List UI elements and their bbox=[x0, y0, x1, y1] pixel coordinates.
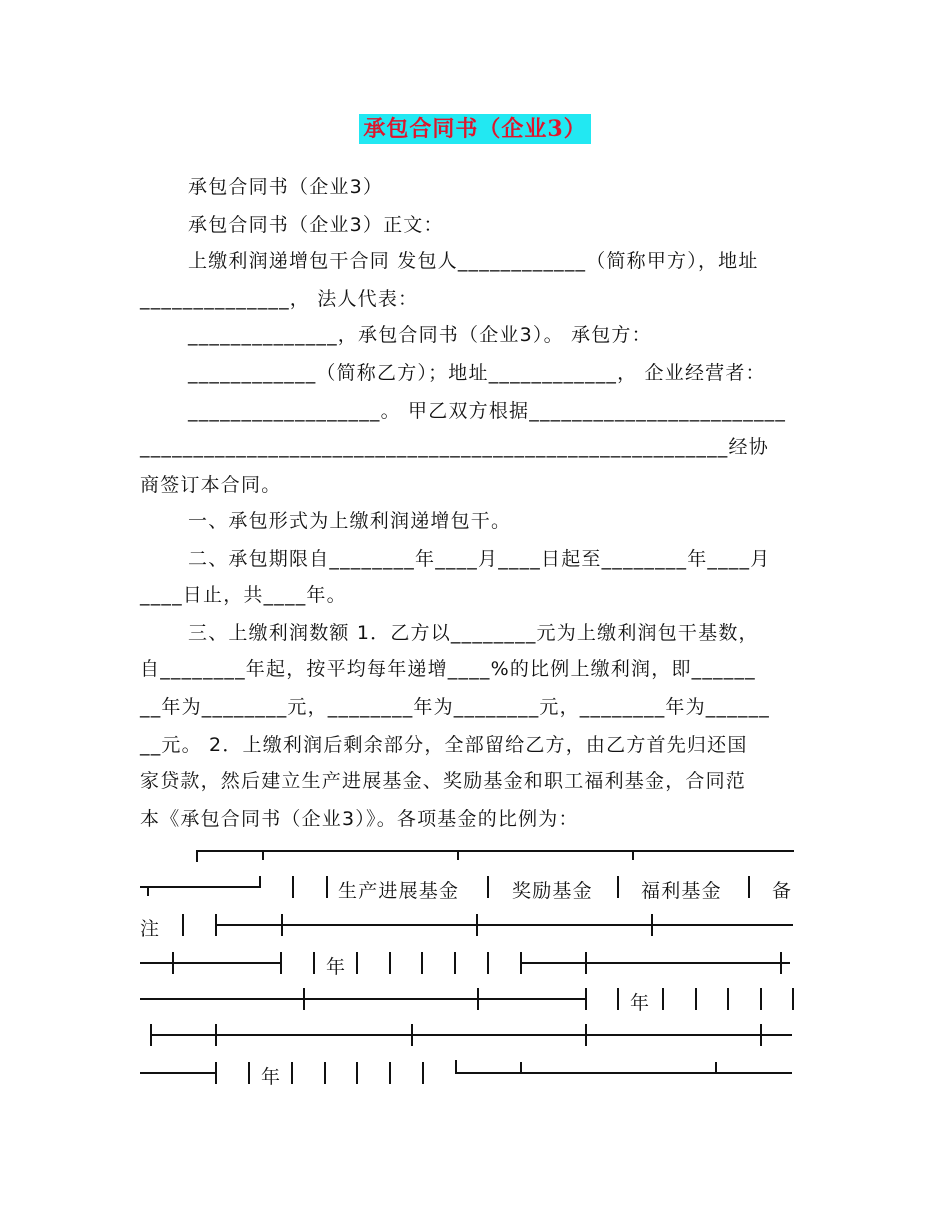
table-rule bbox=[585, 988, 587, 1010]
table-rule bbox=[259, 876, 261, 888]
table-rule bbox=[760, 988, 762, 1010]
table-rule bbox=[651, 914, 653, 936]
table-rule bbox=[182, 914, 184, 936]
text-line: __年为________元，________年为________元，________年为______ bbox=[140, 696, 771, 718]
text-line: __元。 2．上缴利润后剩余部分，全部留给乙方，由乙方首先归还国 bbox=[140, 734, 748, 756]
table-rule bbox=[172, 952, 174, 974]
table-rule bbox=[292, 876, 294, 898]
table-rule bbox=[411, 1024, 413, 1046]
text-line: __________________。 甲乙双方根据________________________ bbox=[188, 400, 787, 422]
text-line: 商签订本合同。 bbox=[140, 474, 282, 496]
table-rule bbox=[326, 876, 328, 898]
table-rule bbox=[313, 952, 315, 974]
text-line: 家贷款，然后建立生产进展基金、奖励基金和职工福利基金，合同范 bbox=[140, 770, 747, 792]
table-rule bbox=[457, 850, 459, 860]
table-rule bbox=[454, 952, 456, 974]
text-line: 上缴利润递增包干合同 发包人____________（简称甲方），地址 bbox=[188, 250, 759, 272]
table-rule bbox=[303, 988, 305, 1010]
table-rule bbox=[662, 988, 664, 1010]
table-rule bbox=[487, 876, 489, 898]
table-rule bbox=[389, 1062, 391, 1084]
table-rule bbox=[585, 1024, 587, 1046]
table-rule bbox=[140, 962, 280, 964]
table-rule bbox=[585, 952, 587, 974]
table-rule bbox=[476, 914, 478, 936]
table-rule bbox=[617, 876, 619, 898]
table-rule bbox=[196, 850, 794, 852]
table-rule bbox=[487, 952, 489, 974]
header-cell: 福利基金 bbox=[641, 880, 722, 902]
table-rule bbox=[632, 850, 634, 860]
text-line: 三、上缴利润数额 1．乙方以________元为上缴利润包干基数， bbox=[188, 622, 759, 644]
header-cell: 注 bbox=[140, 918, 161, 940]
table-rule bbox=[715, 1062, 717, 1072]
table-rule bbox=[792, 988, 794, 1010]
header-cell: 奖励基金 bbox=[512, 880, 593, 902]
title-text: 承包合同书（企业3） bbox=[359, 114, 590, 144]
table-rule bbox=[281, 914, 283, 936]
table-rule bbox=[147, 886, 149, 896]
table-rule bbox=[727, 988, 729, 1010]
text-line: ____________（简称乙方）；地址____________， 企业经营者： bbox=[188, 362, 766, 384]
text-line: 二、承包期限自________年____月____日起至________年____月 bbox=[188, 548, 771, 570]
table-rule bbox=[356, 1062, 358, 1084]
text-line: ____日止，共____年。 bbox=[140, 584, 347, 606]
table-rule bbox=[140, 998, 585, 1000]
table-rule bbox=[477, 988, 479, 1010]
table-rule bbox=[520, 962, 790, 964]
table-rule bbox=[140, 886, 260, 888]
text-line: 一、承包形式为上缴利润递增包干。 bbox=[188, 510, 512, 532]
text-line: 承包合同书（企业3）正文： bbox=[188, 214, 444, 236]
table-rule bbox=[455, 1072, 792, 1074]
table-rule bbox=[280, 952, 282, 974]
table-rule bbox=[421, 952, 423, 974]
table-rule bbox=[215, 1024, 217, 1046]
table-rule bbox=[695, 988, 697, 1010]
table-rule bbox=[760, 1024, 762, 1046]
table-rule bbox=[262, 850, 264, 860]
table-rule bbox=[215, 924, 793, 926]
text-line: 承包合同书（企业3） bbox=[188, 176, 384, 198]
table-rule bbox=[455, 1060, 457, 1072]
table-rule bbox=[748, 876, 750, 898]
text-line: 自________年起，按平均每年递增____%的比例上缴利润，即______ bbox=[140, 658, 756, 680]
table-rule bbox=[356, 952, 358, 974]
year-cell: 年 bbox=[261, 1066, 282, 1088]
text-line: _______________________________________________________经协 bbox=[140, 436, 769, 458]
table-rule bbox=[140, 1072, 215, 1074]
header-cell: 生产进展基金 bbox=[338, 880, 460, 902]
text-line: ______________， 法人代表： bbox=[140, 288, 419, 310]
year-cell: 年 bbox=[326, 956, 347, 978]
document-title bbox=[0, 112, 950, 143]
text-line: 本《承包合同书（企业3）》。各项基金的比例为： bbox=[140, 808, 579, 830]
table-rule bbox=[150, 1034, 792, 1036]
header-cell: 备 bbox=[772, 880, 793, 902]
table-rule bbox=[248, 1062, 250, 1084]
table-rule bbox=[215, 1062, 217, 1084]
table-rule bbox=[780, 952, 782, 974]
table-rule bbox=[324, 1062, 326, 1084]
table-rule bbox=[520, 1062, 522, 1072]
year-cell: 年 bbox=[630, 992, 651, 1014]
text-line: ______________，承包合同书（企业3）。 承包方： bbox=[188, 324, 652, 346]
table-rule bbox=[389, 952, 391, 974]
table-rule bbox=[291, 1062, 293, 1084]
table-rule bbox=[422, 1062, 424, 1084]
table-rule bbox=[617, 988, 619, 1010]
